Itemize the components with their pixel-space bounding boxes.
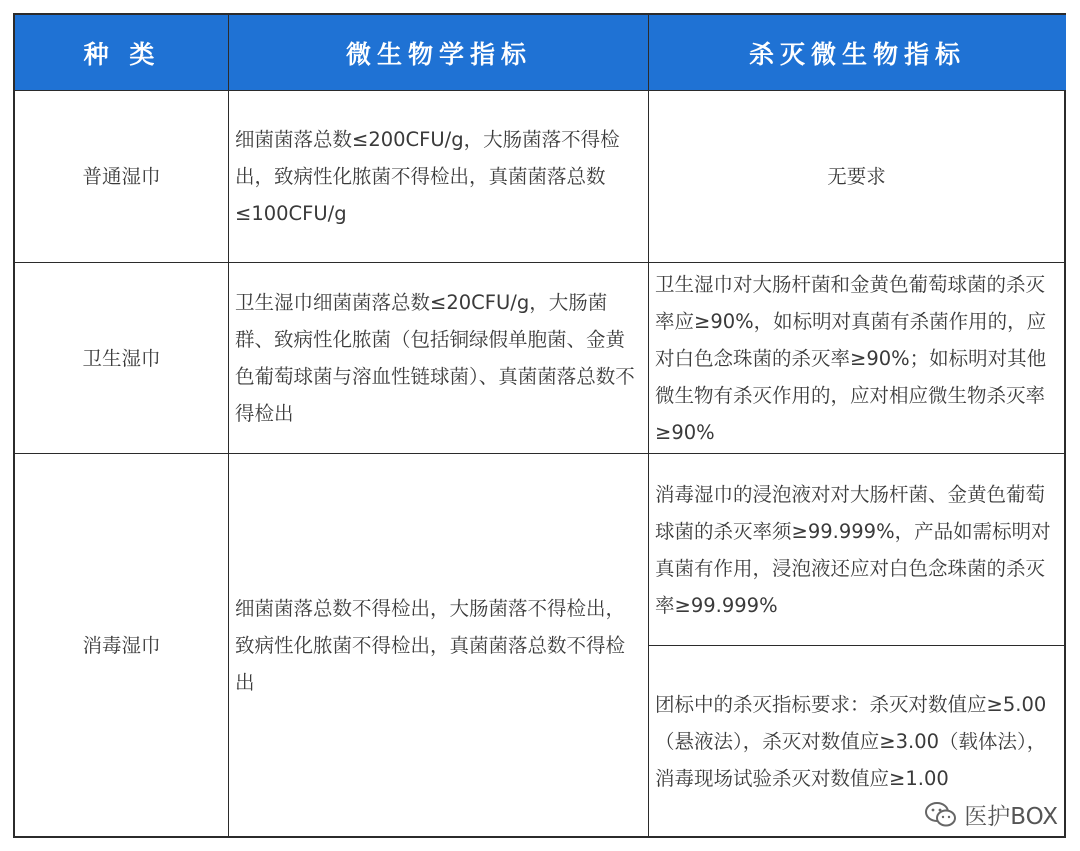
header-kill-indicator: 杀灭微生物指标 [649,15,1066,90]
table-row-micro: 细菌菌落总数不得检出，大肠菌落不得检出，致病性化脓菌不得检出，真菌菌落总数不得检出 [235,596,626,694]
watermark-text: 医护BOX [964,804,1058,830]
table-row-micro: 细菌菌落总数≤200CFU/g，大肠菌落不得检出，致病性化脓菌不得检出，真菌菌落总数≤100CFU/g [235,128,620,225]
header-type: 种 类 [15,15,229,90]
table-row-type: 消毒湿巾 [82,633,161,657]
table-row-type: 卫生湿巾 [82,346,161,370]
table-row-kill: 卫生湿巾对大肠杆菌和金黄色葡萄球菌的杀灭率应≥90%，如标明对真菌有杀菌作用的，应对白色念珠菌的杀灭率≥90%；如标明对其他微生物有杀灭作用的，应对相应微生物杀灭率≥90% [655,272,1047,444]
header-micro-indicator: 微生物学指标 [229,15,649,90]
table-row-kill: 消毒湿巾的浸泡液对对大肠杆菌、金黄色葡萄球菌的杀灭率须≥99.999%，产品如需标明对真菌有作用，浸泡液还应对白色念珠菌的杀灭率≥99.999% [655,482,1051,617]
table-row-kill: 无要求 [827,165,886,188]
standards-table [13,13,1066,838]
wechat-icon [924,801,958,829]
table-row-micro: 卫生湿巾细菌菌落总数≤20CFU/g，大肠菌群、致病性化脓菌（包括铜绿假单胞菌、金黄色葡萄球菌与溶血性链球菌）、真菌菌落总数不得检出 [235,291,635,425]
table-row-kill-group-standard: 团标中的杀灭指标要求：杀灭对数值应≥5.00（悬液法），杀灭对数值应≥3.00（载体法），消毒现场试验杀灭对数值应≥1.00 [655,692,1047,790]
watermark [924,798,1058,831]
table-row-type: 普通湿巾 [82,165,161,188]
